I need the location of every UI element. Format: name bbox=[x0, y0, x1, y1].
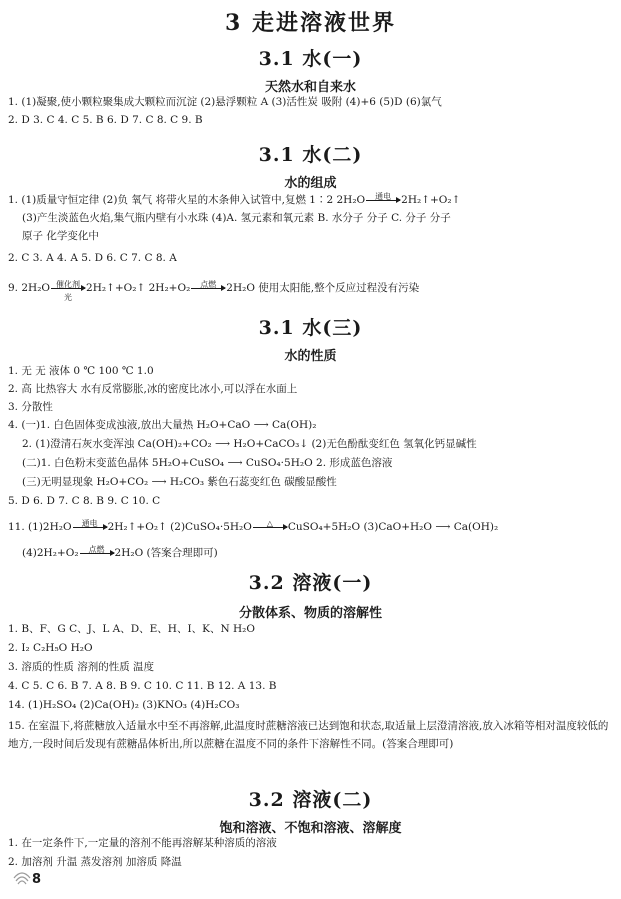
arrow-condition: △ bbox=[266, 519, 273, 528]
reaction-arrow bbox=[51, 280, 85, 302]
page-corner-decoration-icon bbox=[12, 868, 32, 888]
answer-line bbox=[8, 193, 613, 207]
arrow-condition: 通电 bbox=[81, 519, 98, 528]
answer-text: 2H₂O (答案合理即可) bbox=[114, 547, 218, 559]
answer-text: CuSO₄+5H₂O (3)CaO+H₂O ⟶ Ca(OH)₂ bbox=[287, 521, 499, 533]
answer-paragraph: 15. 在室温下,将蔗糖放入适量水中至不再溶解,此温度时蔗糖溶液已达到饱和状态,取适量上层澄清溶液,放入冰箱等相对温度较低的地方,一段时间后发现有蔗糖晶体析出,所以蔗糖在温度不同的条件下溶解性不同。(答案合理即可) bbox=[8, 720, 609, 750]
answer-text: (4)2H₂+O₂ bbox=[22, 547, 79, 559]
page-number: 8 bbox=[32, 872, 42, 887]
arrow-condition: 点燃 bbox=[200, 280, 217, 289]
answer-text: 11. (1)2H₂O bbox=[8, 521, 72, 533]
section-title-solution-2: 3.2 溶液(二) bbox=[248, 789, 373, 811]
answer-line: 1. B、F、G C、J、L A、D、E、H、I、K、N H₂O bbox=[8, 623, 255, 635]
answer-text: 1. (1)质量守恒定律 (2)负 氧气 将带火星的木条伸入试管中,复燃 1∶2 2H₂O bbox=[8, 194, 366, 206]
answer-line: 4. C 5. C 6. B 7. A 8. B 9. C 10. C 11. B 12. A 13. B bbox=[8, 680, 277, 692]
answer-line: (三)无明显现象 H₂O+CO₂ ⟶ H₂CO₃ 紫色石蕊变红色 碳酸显酸性 bbox=[22, 476, 337, 488]
answer-line bbox=[22, 546, 621, 560]
reaction-arrow bbox=[191, 280, 225, 289]
answer-line: 2. C 3. A 4. A 5. D 6. C 7. C 8. A bbox=[8, 252, 177, 264]
answer-line: 1. (1)凝聚,使小颗粒聚集成大颗粒而沉淀 (2)悬浮颗粒 A (3)活性炭 吸附 (4)+6 (5)D (6)氯气 bbox=[8, 96, 442, 108]
answer-line: 3. 溶质的性质 溶剂的性质 温度 bbox=[8, 661, 155, 673]
answer-text: 2H₂↑+O₂↑ bbox=[401, 194, 461, 206]
answer-line: 14. (1)H₂SO₄ (2)Ca(OH)₂ (3)KNO₃ (4)H₂CO₃ bbox=[8, 699, 240, 711]
answer-text: 9. 2H₂O bbox=[8, 282, 51, 294]
section-title-solution-1: 3.2 溶液(一) bbox=[248, 572, 373, 594]
answer-line: 2. 加溶剂 升温 蒸发溶剂 加溶质 降温 bbox=[8, 856, 182, 868]
answer-line: 1. 在一定条件下,一定量的溶剂不能再溶解某种溶质的溶液 bbox=[8, 837, 277, 849]
subsection-title-saturated-solution: 饱和溶液、不饱和溶液、溶解度 bbox=[219, 821, 402, 836]
answer-line: 1. 无 无 液体 0 ℃ 100 ℃ 1.0 bbox=[8, 365, 154, 377]
section-title-water-3: 3.1 水(三) bbox=[258, 317, 363, 339]
reaction-arrow bbox=[73, 519, 107, 528]
answer-line: 2. (1)澄清石灰水变浑浊 Ca(OH)₂+CO₂ ⟶ H₂O+CaCO₃↓ (2)无色酚酞变红色 氢氧化钙显碱性 bbox=[22, 438, 477, 450]
answer-text: 2H₂↑+O₂↑ (2)CuSO₄·5H₂O bbox=[107, 521, 252, 533]
subsection-title-water-properties: 水的性质 bbox=[284, 349, 337, 364]
subsection-title-dispersion: 分散体系、物质的溶解性 bbox=[238, 606, 382, 621]
answer-line bbox=[8, 280, 613, 302]
answer-line: (3)产生淡蓝色火焰,集气瓶内壁有小水珠 (4)A. 氢元素和氧元素 B. 水分子 分子 C. 分子 分子 bbox=[22, 212, 451, 224]
reaction-arrow bbox=[366, 192, 400, 201]
reaction-arrow bbox=[253, 519, 287, 528]
arrow-condition: 通电 bbox=[375, 192, 392, 201]
answer-line: 2. I₂ C₂H₅O H₂O bbox=[8, 642, 93, 654]
chapter-title: 3 走进溶液世界 bbox=[225, 10, 396, 36]
answer-line: 2. 高 比热容大 水有反常膨胀,冰的密度比冰小,可以浮在水面上 bbox=[8, 383, 298, 395]
section-title-water-1: 3.1 水(一) bbox=[258, 48, 363, 70]
answer-text: 2H₂O 使用太阳能,整个反应过程没有污染 bbox=[226, 282, 420, 294]
answer-line: 原子 化学变化中 bbox=[22, 230, 99, 242]
answer-line: (二)1. 白色粉末变蓝色晶体 5H₂O+CuSO₄ ⟶ CuSO₄·5H₂O 2. 形成蓝色溶液 bbox=[22, 457, 393, 469]
answer-line: 4. (一)1. 白色固体变成浊液,放出大量热 H₂O+CaO ⟶ Ca(OH)₂ bbox=[8, 419, 317, 431]
answer-line bbox=[8, 520, 613, 534]
answer-line: 5. D 6. D 7. C 8. B 9. C 10. C bbox=[8, 495, 161, 507]
answer-line: 3. 分散性 bbox=[8, 401, 53, 413]
subsection-title-natural-water: 天然水和自来水 bbox=[264, 80, 356, 95]
arrow-condition: 光 bbox=[64, 293, 73, 302]
arrow-condition: 催化剂 bbox=[56, 280, 81, 289]
answer-text: 2H₂↑+O₂↑ 2H₂+O₂ bbox=[86, 282, 191, 294]
subsection-title-water-composition: 水的组成 bbox=[284, 176, 337, 191]
reaction-arrow bbox=[80, 545, 114, 554]
arrow-condition: 点燃 bbox=[88, 545, 105, 554]
answer-line: 2. D 3. C 4. C 5. B 6. D 7. C 8. C 9. B bbox=[8, 114, 203, 126]
section-title-water-2: 3.1 水(二) bbox=[258, 144, 363, 166]
